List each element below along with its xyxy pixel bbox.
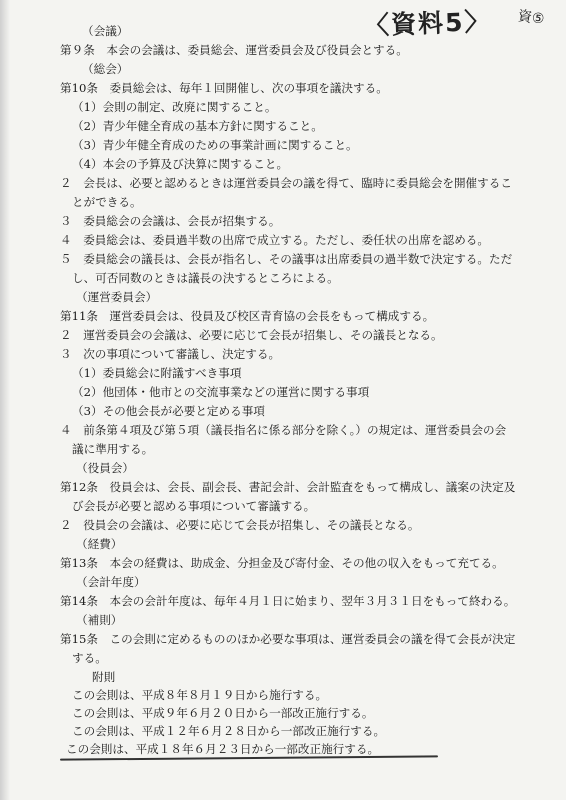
amendment-2006: この会則は、平成１８年６月２３日から一部改正施行する。 (66, 742, 380, 756)
article-12-para-2: ２ 役員会の会議は、必要に応じて会長が招集し、その議長となる。 (60, 518, 420, 532)
article-10-item-3: （3）青少年健全育成のための事業計画に関すること。 (72, 138, 358, 152)
article-11-para-2: ２ 運営委員会の会議は、必要に応じて会長が招集し、その議長となる。 (60, 328, 443, 342)
article-10-para-2: ２ 会長は、必要と認めるときは運営委員会の議を得て、臨時に委員総会を開催するこ (60, 176, 512, 190)
article-15: 第15条 この会則に定めるもののほか必要な事項は、運営委員会の議を得て会長が決定 (60, 632, 516, 646)
heading-meetings: （会議） (82, 24, 129, 38)
article-10-para-2-cont: とができる。 (72, 195, 142, 209)
article-13: 第13条 本会の経費は、助成金、分担金及び寄付金、その他の収入をもって充てる。 (60, 556, 504, 570)
heading-officers-meeting: （役員会） (76, 461, 134, 475)
enactment-1996: この会則は、平成８年８月１９日から施行する。 (72, 688, 328, 702)
article-10-para-5: ５ 委員総会の議長は、会長が指名し、その議事は出席委員の過半数で決定する。ただ (60, 252, 513, 266)
article-10-item-2: （2）青少年健全育成の基本方針に関すること。 (72, 119, 323, 133)
heading-general-assembly: （総会） (82, 62, 129, 76)
heading-supplementary-provisions: 附則 (92, 670, 116, 684)
article-11-item-3: （3）その他会長が必要と定める事項 (72, 404, 265, 418)
article-14: 第14条 本会の会計年度は、毎年４月１日に始まり、翌年３月３１日をもって終わる。 (60, 594, 516, 608)
article-10-item-4: （4）本会の予算及び決算に関すること。 (72, 157, 289, 171)
article-11: 第11条 運営委員会は、役員及び校区青育協の会長をもって構成する。 (60, 309, 435, 323)
amendment-1997: この会則は、平成９年６月２０日から一部改正施行する。 (72, 706, 374, 720)
article-10-para-4: ４ 委員総会は、委員過半数の出席で成立する。ただし、委任状の出席を認める。 (60, 233, 489, 247)
article-11-para-4-cont: 議に準用する。 (72, 442, 154, 456)
article-10-para-3: ３ 委員総会の会議は、会長が招集する。 (60, 214, 281, 228)
heading-steering-committee: （運営委員会） (76, 290, 158, 304)
article-11-item-2: （2）他団体・他市との交流事業などの運営に関する事項 (72, 385, 370, 399)
article-12: 第12条 役員会は、会長、副会長、書記会計、会計監査をもって構成し、議案の決定及 (60, 480, 516, 494)
article-15-cont: する。 (72, 651, 107, 665)
document-mark-handwritten: 資⑤ (516, 8, 546, 28)
article-10-item-1: （1）会則の制定、改廃に関すること。 (72, 100, 277, 114)
article-12-cont: び会長が必要と認める事項について審議する。 (72, 499, 316, 513)
document-label-handwritten: 〈資料5〉 (363, 6, 492, 41)
article-11-para-3: ３ 次の事項について審議し、決定する。 (60, 347, 281, 361)
heading-expenses: （経費） (76, 537, 123, 551)
article-11-para-4: ４ 前条第４項及び第５項（議長指名に係る部分を除く。）の規定は、運営委員会の会 (60, 423, 507, 437)
article-11-item-1: （1）委員総会に附議すべき事項 (72, 366, 242, 380)
article-10-para-5-cont: し、可否同数のときは議長の決するところによる。 (72, 271, 339, 285)
heading-fiscal-year: （会計年度） (76, 575, 146, 589)
amendment-2000: この会則は、平成１２年６月２８日から一部改正施行する。 (72, 724, 386, 738)
article-10: 第10条 委員総会は、毎年１回開催し、次の事項を議決する。 (60, 81, 388, 95)
heading-supplementary: （補則） (76, 613, 123, 627)
article-9: 第９条 本会の会議は、委員総会、運営委員会及び役員会とする。 (60, 43, 408, 57)
